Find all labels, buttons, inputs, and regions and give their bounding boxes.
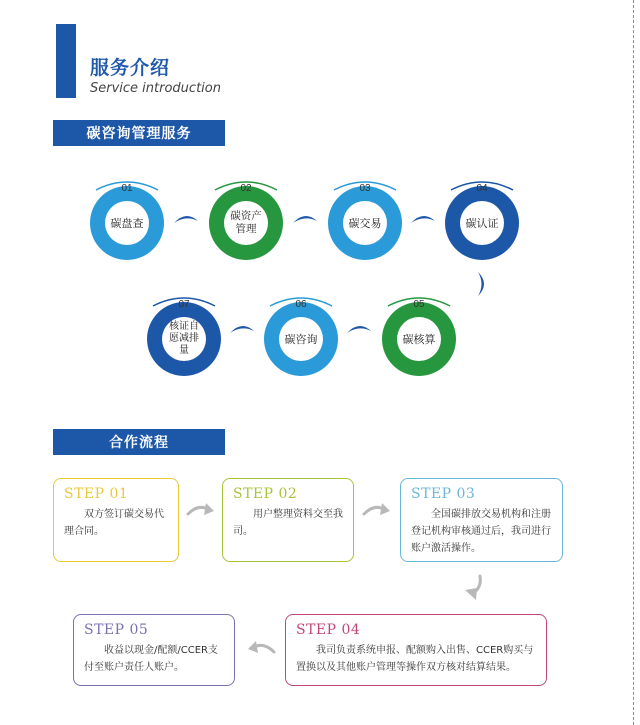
step-card-05 [73,614,235,686]
service-number: 01 [121,183,133,194]
swoosh-connector-icon [409,212,437,226]
step-title: STEP 04 [296,622,361,638]
service-item-02 [209,183,283,260]
step-card-04 [285,614,547,686]
title-accent-bar [56,24,76,98]
service-item-07 [147,299,221,376]
step-description: 我司负责系统申报、配额购入出售、CCER购买与置换以及其他账户管理等操作双方核对结算结果。 [296,645,534,673]
swoosh-connector-icon [291,212,319,226]
step-description: 全国碳排放交易机构和注册登记机构审核通过后，我司进行账户激活操作。 [411,509,551,554]
section-label-process: 合作流程 [53,429,225,455]
swoosh-connector-icon [474,270,490,298]
step-title: STEP 02 [233,486,298,502]
arrow-right-icon [362,500,392,520]
step-description: 收益以现金/配额/CCER支付至账户责任人账户。 [84,645,218,673]
service-number: 04 [476,183,488,194]
service-item-01 [90,183,164,260]
service-item-03 [328,183,402,260]
step-title: STEP 01 [64,486,129,502]
step-title: STEP 03 [411,486,476,502]
service-number: 05 [413,299,425,310]
service-number: 06 [295,299,307,310]
service-label: 碳资产管理 [224,201,268,245]
step-description: 用户整理资料交至我司。 [233,509,343,537]
service-label: 碳认证 [460,201,504,245]
arrow-left-icon [246,638,276,658]
step-title: STEP 05 [84,622,149,638]
service-number: 07 [178,299,190,310]
service-label: 碳交易 [343,201,387,245]
page-title: 服务介绍 [90,57,171,79]
arrow-right-icon [186,500,216,520]
service-number: 02 [240,183,252,194]
arrow-down-icon [462,574,486,604]
service-item-04 [445,183,519,260]
service-label: 碳盘查 [105,201,149,245]
service-item-05 [382,299,456,376]
swoosh-connector-icon [172,212,200,226]
step-card-03 [400,478,563,562]
step-card-01 [53,478,179,562]
service-label: 碳咨询 [279,317,323,361]
section-label-services: 碳咨询管理服务 [53,120,225,146]
service-label: 碳核算 [397,317,441,361]
service-label: 核证自愿减排量 [162,317,206,361]
swoosh-connector-icon [228,322,256,336]
step-card-02 [222,478,354,562]
swoosh-connector-icon [345,322,373,336]
service-item-06 [264,299,338,376]
service-number: 03 [359,183,371,194]
page-edge-line [633,0,634,725]
step-description: 双方签订碳交易代理合同。 [64,509,164,537]
page-subtitle: Service introduction [90,81,221,96]
